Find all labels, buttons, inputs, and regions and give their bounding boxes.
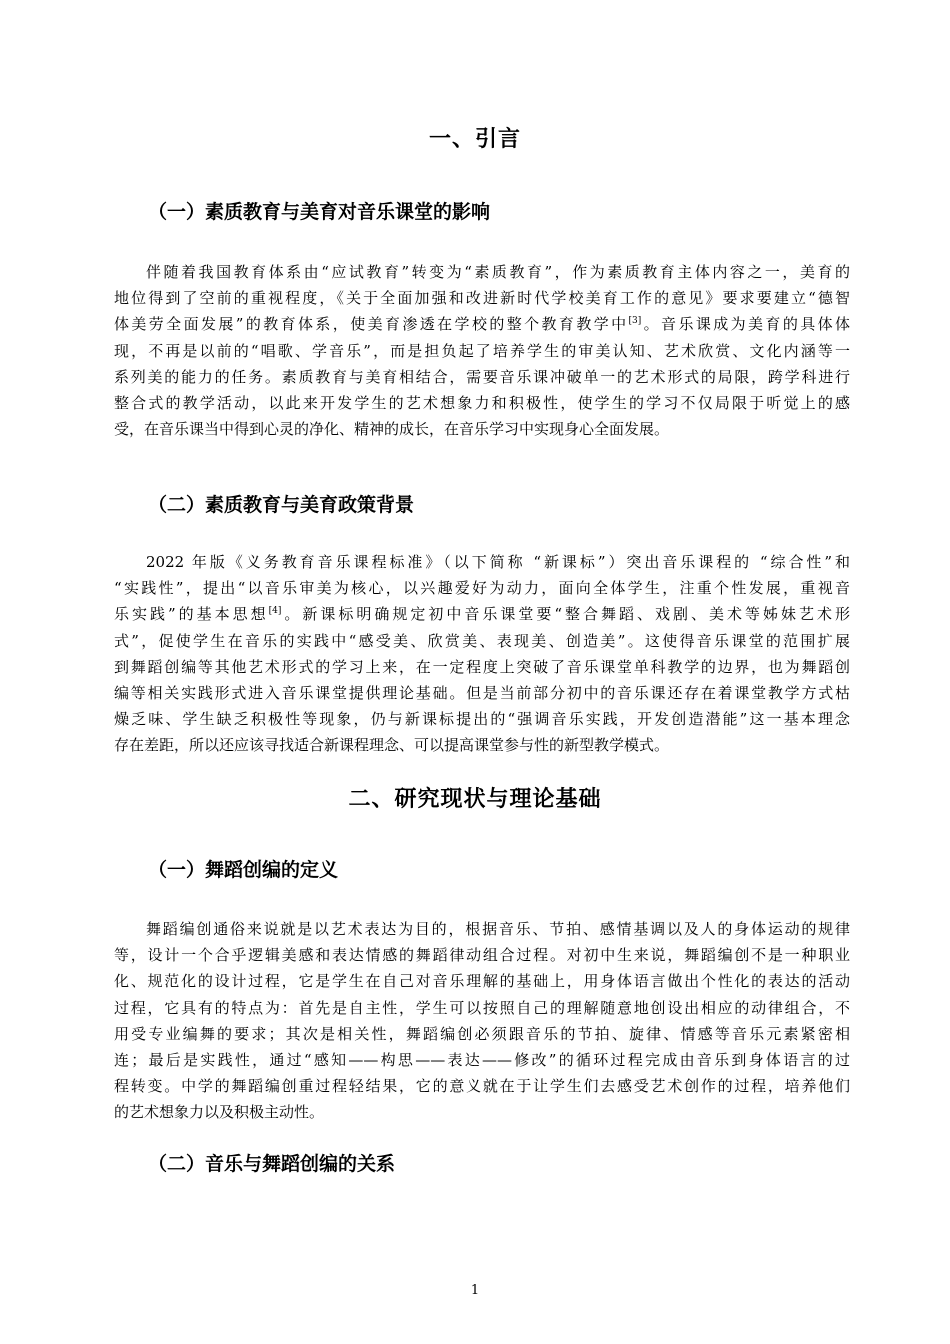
text-line: 的艺术想象力以及积极主动性。 xyxy=(114,1103,325,1122)
text-line: 2022 年版《义务教育音乐课程标准》（以下简称 “新课标”）突出音乐课程的 “综合性”和 xyxy=(146,553,850,571)
text-line: 现，不再是以前的“唱歌、学音乐”，而是担负起了培养学生的审美认知、艺术欣赏、文化内涵等一 xyxy=(114,341,850,360)
text-line: 整合式的教学活动，以此来开发学生的艺术想象力和积极性，使学生的学习不仅局限于听觉上的感 xyxy=(114,393,850,412)
section-2-1-heading: （一）舞蹈创编的定义 xyxy=(148,859,339,881)
section-1-2-paragraph xyxy=(114,549,850,759)
citation-ref: [3] xyxy=(628,316,642,327)
page-number: 1 xyxy=(470,1283,480,1298)
text-segment: 。新课标明确规定初中音乐课堂要“整合舞蹈、戏剧、美术等姊妹艺术形 xyxy=(281,605,851,624)
text-line: 连；最后是实践性，通过“感知——构思——表达——修改”的循环过程完成由音乐到身体语言的过 xyxy=(114,1050,850,1069)
section-1-title: 一、引言 xyxy=(428,127,521,152)
text-line: 系列美的能力的任务。素质教育与美育相结合，需要音乐课冲破单一的艺术形式的局限，跨学科进行 xyxy=(114,367,850,386)
citation-ref: [4] xyxy=(268,606,282,617)
text-line: 受，在音乐课当中得到心灵的净化、精神的成长，在音乐学习中实现身心全面发展。 xyxy=(114,420,670,439)
text-segment: 。音乐课成为美育的具体体 xyxy=(641,315,850,334)
text-line xyxy=(114,601,850,627)
text-line: 到舞蹈创编等其他艺术形式的学习上来，在一定程度上突破了音乐课堂单科教学的边界，也为舞蹈创 xyxy=(114,657,850,676)
text-segment: 体美劳全面发展”的教育体系，使美育渗透在学校的整个教育教学中 xyxy=(114,315,629,334)
text-segment: 乐实践”的基本思想 xyxy=(114,605,269,624)
text-line xyxy=(114,311,850,337)
text-line: 程转变。中学的舞蹈编创重过程轻结果，它的意义就在于让学生们去感受艺术创作的过程，培养他们 xyxy=(114,1077,850,1096)
text-line: 化、规范化的设计过程，它是学生在自己对音乐理解的基础上，用身体语言做出个性化的表达的活动 xyxy=(114,972,850,991)
section-2-2-heading: （二）音乐与舞蹈创编的关系 xyxy=(148,1153,396,1175)
text-line: 舞蹈编创通俗来说就是以艺术表达为目的，根据音乐、节拍、感情基调以及人的身体运动的规律 xyxy=(146,920,850,938)
text-line: 式”，促使学生在音乐的实践中“感受美、欣赏美、表现美、创造美”。这使得音乐课堂的范围扩展 xyxy=(114,631,850,650)
text-line: 伴随着我国教育体系由“应试教育”转变为“素质教育”，作为素质教育主体内容之一，美育的 xyxy=(146,263,850,281)
section-1-2-heading: （二）素质教育与美育政策背景 xyxy=(148,494,415,516)
text-line: 等，设计一个合乎逻辑美感和表达情感的舞蹈律动组合过程。对初中生来说，舞蹈编创不是一种职业 xyxy=(114,946,850,965)
text-line: 用受专业编舞的要求；其次是相关性，舞蹈编创必须跟音乐的节拍、旋律、情感等音乐元素紧密相 xyxy=(114,1024,850,1043)
text-line: 过程，它具有的特点为：首先是自主性，学生可以按照自己的理解随意地创设出相应的动律组合，不 xyxy=(114,998,850,1017)
text-line: “实践性”，提出“以音乐审美为核心，以兴趣爱好为动力，面向全体学生，注重个性发展，重视音 xyxy=(114,579,850,598)
text-line: 地位得到了空前的重视程度，《关于全面加强和改进新时代学校美育工作的意见》要求要建立“德智 xyxy=(114,289,850,308)
text-line: 编等相关实践形式进入音乐课堂提供理论基础。但是当前部分初中的音乐课还存在着课堂教学方式枯 xyxy=(114,683,850,702)
section-1-1-paragraph xyxy=(114,259,850,442)
section-2-title: 二、研究现状与理论基础 xyxy=(348,787,602,812)
section-2-1-paragraph xyxy=(114,916,850,1126)
text-line: 燥乏味、学生缺乏积极性等现象，仍与新课标提出的“强调音乐实践，开发创造潜能”这一基本理念 xyxy=(114,710,850,729)
text-line: 存在差距，所以还应该寻找适合新课程理念、可以提高课堂参与性的新型教学模式。 xyxy=(114,736,670,755)
section-1-1-heading: （一）素质教育与美育对音乐课堂的影响 xyxy=(148,201,491,223)
